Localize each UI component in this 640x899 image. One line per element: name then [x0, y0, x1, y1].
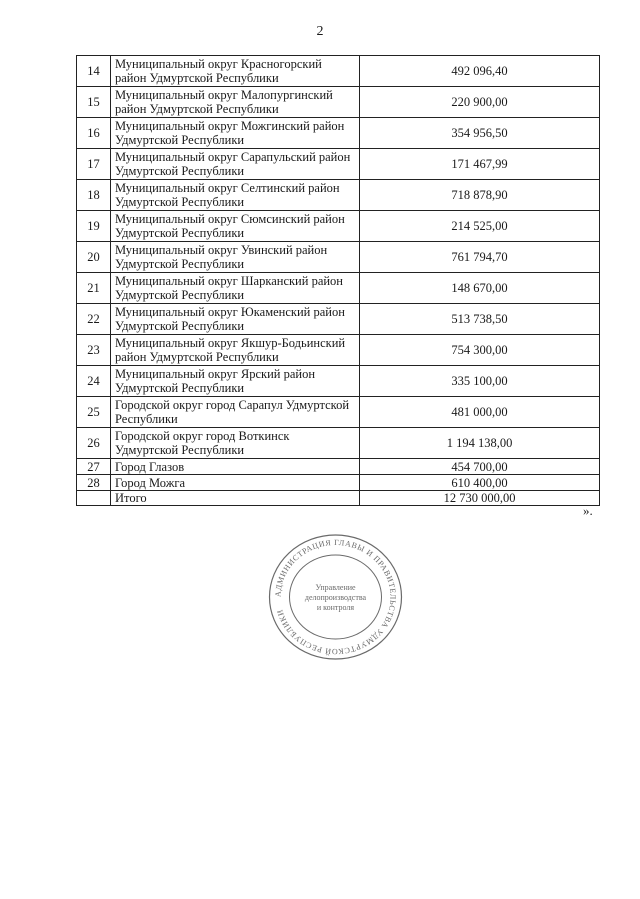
table-row — [77, 180, 600, 211]
closing-quote-mark: ». — [583, 503, 593, 518]
row-number: 22 — [77, 304, 111, 335]
row-number: 18 — [77, 180, 111, 211]
total-row — [77, 491, 600, 506]
municipality-name: Муниципальный округ Сарапульский район Удмуртской Республики — [111, 149, 360, 180]
stamp-inner-line-3: и контроля — [316, 603, 355, 612]
row-number: 16 — [77, 118, 111, 149]
amount-value: 513 738,50 — [360, 304, 600, 335]
table-body — [77, 56, 600, 506]
amount-value: 354 956,50 — [360, 118, 600, 149]
amount-value: 171 467,99 — [360, 149, 600, 180]
municipality-name: Муниципальный округ Юкаменский район Удмуртской Республики — [111, 304, 360, 335]
amount-value: 481 000,00 — [360, 397, 600, 428]
allocation-table — [76, 55, 600, 506]
amount-value: 148 670,00 — [360, 273, 600, 304]
amount-value: 214 525,00 — [360, 211, 600, 242]
amount-value: 610 400,00 — [360, 475, 600, 491]
municipality-name: Город Глазов — [111, 459, 360, 475]
table-row — [77, 304, 600, 335]
table-row — [77, 87, 600, 118]
amount-value: 718 878,90 — [360, 180, 600, 211]
row-number: 14 — [77, 56, 111, 87]
municipality-name: Городской округ город Воткинск Удмуртской Республики — [111, 428, 360, 459]
row-number: 21 — [77, 273, 111, 304]
table-row — [77, 428, 600, 459]
amount-value: 335 100,00 — [360, 366, 600, 397]
stamp-ring-text: АДМИНИСТРАЦИЯ ГЛАВЫ И ПРАВИТЕЛЬСТВА УДМУРТСКОЙ РЕСПУБЛИКИ — [273, 537, 398, 657]
amount-value: 754 300,00 — [360, 335, 600, 366]
row-number: 24 — [77, 366, 111, 397]
municipality-name: Муниципальный округ Якшур-Бодьинский район Удмуртской Республики — [111, 335, 360, 366]
municipality-name: Муниципальный округ Можгинский район Удмуртской Республики — [111, 118, 360, 149]
table-row — [77, 366, 600, 397]
table-row — [77, 475, 600, 491]
table-row — [77, 397, 600, 428]
table-row — [77, 335, 600, 366]
row-number: 19 — [77, 211, 111, 242]
table-row — [77, 56, 600, 87]
row-number: 28 — [77, 475, 111, 491]
row-number: 23 — [77, 335, 111, 366]
page-number: 2 — [316, 24, 324, 39]
municipality-name: Город Можга — [111, 475, 360, 491]
amount-value: 1 194 138,00 — [360, 428, 600, 459]
table-row — [77, 149, 600, 180]
row-number: 25 — [77, 397, 111, 428]
table-row — [77, 118, 600, 149]
row-number: 15 — [77, 87, 111, 118]
stamp-inner-line-2: делопроизводства — [304, 593, 367, 602]
municipality-name: Муниципальный округ Шарканский район Удмуртской Республики — [111, 273, 360, 304]
amount-value: 454 700,00 — [360, 459, 600, 475]
municipality-name: Городской округ город Сарапул Удмуртской Республики — [111, 397, 360, 428]
row-number: 17 — [77, 149, 111, 180]
table-row — [77, 273, 600, 304]
official-stamp — [263, 532, 408, 662]
amount-value: 761 794,70 — [360, 242, 600, 273]
amount-value: 220 900,00 — [360, 87, 600, 118]
table-row — [77, 211, 600, 242]
municipality-name: Муниципальный округ Ярский район Удмуртской Республики — [111, 366, 360, 397]
table-row — [77, 242, 600, 273]
municipality-name: Муниципальный округ Сюмсинский район Удмуртской Республики — [111, 211, 360, 242]
table-row — [77, 459, 600, 475]
amount-value: 492 096,40 — [360, 56, 600, 87]
row-number: 20 — [77, 242, 111, 273]
municipality-name: Муниципальный округ Увинский район Удмуртской Республики — [111, 242, 360, 273]
municipality-name: Муниципальный округ Селтинский район Удмуртской Республики — [111, 180, 360, 211]
total-label: Итого — [111, 491, 360, 506]
stamp-inner-line-1: Управление — [315, 583, 356, 592]
municipality-name: Муниципальный округ Малопургинский район Удмуртской Республики — [111, 87, 360, 118]
row-number: 26 — [77, 428, 111, 459]
total-num-cell — [77, 491, 111, 506]
total-amount: 12 730 000,00 — [360, 491, 600, 506]
row-number: 27 — [77, 459, 111, 475]
municipality-name: Муниципальный округ Красногорский район Удмуртской Республики — [111, 56, 360, 87]
